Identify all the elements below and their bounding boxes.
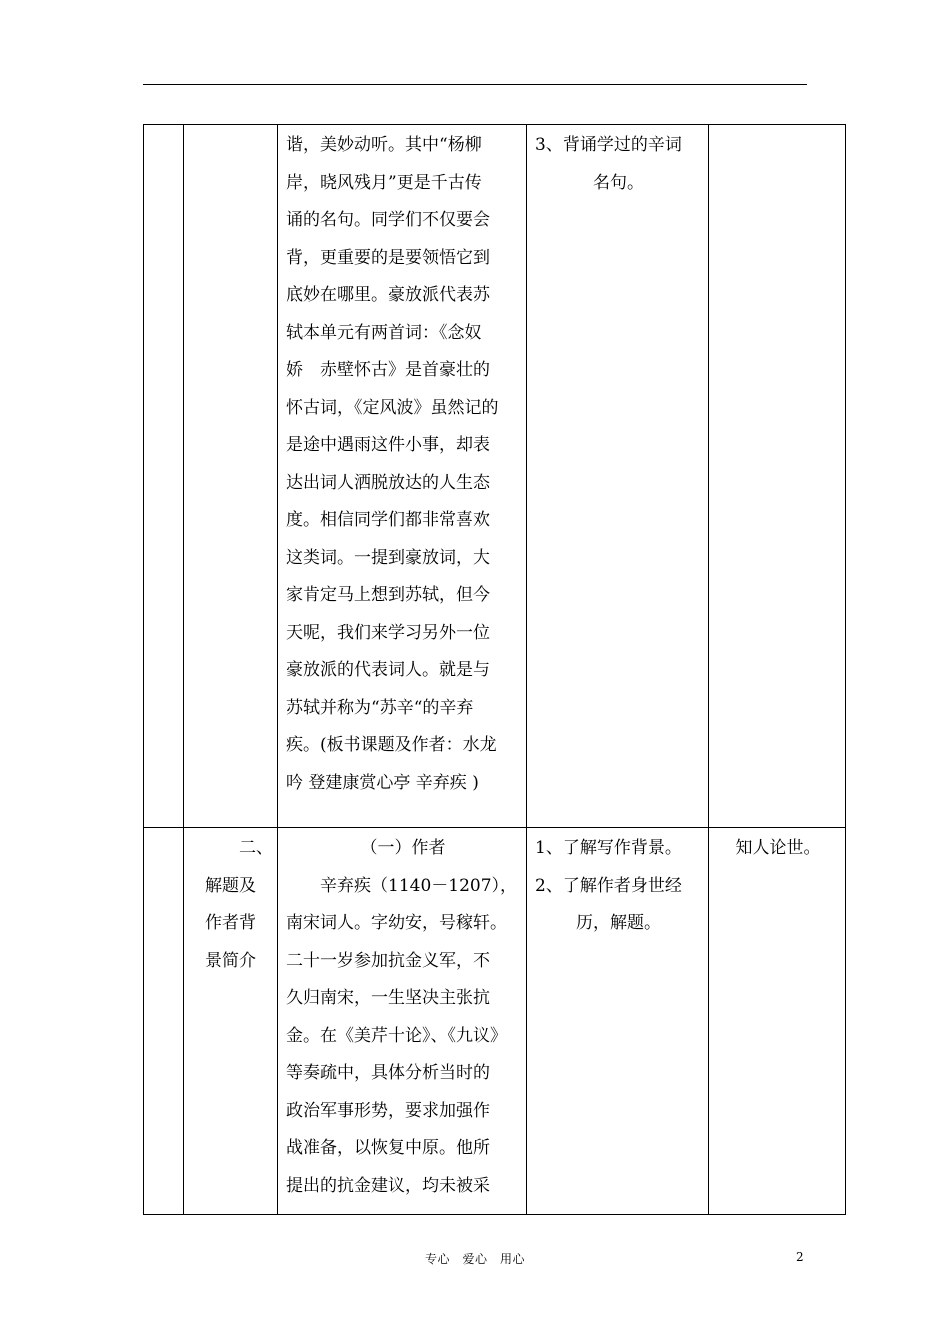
table-row: [144, 828, 846, 1215]
text-line: 是途中遇雨这件小事，却表: [286, 435, 490, 455]
text-line: 等奏疏中，具体分析当时的: [286, 1063, 490, 1083]
spacer-cell: [144, 828, 184, 1215]
step-title-line: 作者背: [205, 913, 256, 933]
text-line: 政治军事形势，要求加强作: [286, 1100, 490, 1121]
note-cell: [709, 125, 846, 828]
goal-line: 3、背诵学过的辛词: [535, 135, 682, 155]
goal-text: [527, 828, 708, 947]
text-line: 轼本单元有两首词：《念奴: [286, 322, 482, 343]
text-line: 辛弃疾（1140－1207），: [320, 875, 518, 896]
text-line: 这类词。一提到豪放词，大: [286, 547, 490, 568]
content-text: [278, 125, 526, 806]
text-line: 底妙在哪里。豪放派代表苏: [286, 285, 490, 305]
text-line: 家肯定马上想到苏轼，但今: [286, 585, 490, 605]
text-line: 度。相信同学们都非常喜欢: [286, 510, 490, 530]
content-heading: （一）作者: [360, 838, 446, 858]
note-cell: [709, 828, 846, 1215]
goal-line: 历，解题。: [576, 913, 661, 933]
text-line: 娇 赤壁怀古》是首豪壮的: [286, 360, 490, 380]
spacer-cell: [144, 125, 184, 828]
header-rule: [143, 84, 807, 85]
step-title-line: 二、: [239, 838, 273, 858]
text-line: 苏轼并称为“苏辛“的辛弃: [286, 697, 474, 718]
content-cell: [278, 828, 527, 1215]
lesson-plan-table: [143, 124, 846, 1215]
text-line: 达出词人洒脱放达的人生态: [286, 472, 490, 493]
goal-cell: [527, 828, 709, 1215]
text-line: 岸，晓风残月”更是千古传: [286, 172, 482, 193]
text-line: 提出的抗金建议，均未被采: [286, 1175, 490, 1196]
step-cell: [184, 828, 278, 1215]
text-line: 诵的名句。同学们不仅要会: [286, 210, 490, 230]
text-line: 谐，美妙动听。其中“杨柳: [286, 135, 482, 155]
goal-line: 名句。: [593, 172, 644, 193]
text-line: 金。在《美芹十论》、《九议》: [286, 1025, 507, 1046]
text-line: 天呢，我们来学习另外一位: [286, 622, 490, 643]
text-line: 吟 登建康赏心亭 辛弃疾 ): [286, 772, 479, 793]
note-text: 知人论世。: [735, 838, 821, 858]
text-line: 豪放派的代表词人。就是与: [286, 660, 490, 680]
text-line: 怀古词，《定风波》虽然记的: [286, 397, 499, 418]
page-number: 2: [796, 1250, 804, 1264]
goal-text: [527, 125, 708, 206]
text-line: 战准备，以恢复中原。他所: [286, 1138, 490, 1158]
goal-line: 1、了解写作背景。: [535, 838, 682, 858]
content-cell: [278, 125, 527, 828]
content-text: [278, 828, 526, 1209]
step-title-line: 景简介: [205, 950, 256, 971]
step-cell: [184, 125, 278, 828]
note-text: [709, 125, 845, 131]
step-title-line: 解题及: [205, 875, 256, 896]
text-line: 久归南宋，一生坚决主张抗: [286, 988, 490, 1008]
goal-line: 2、了解作者身世经: [535, 875, 682, 896]
table-row: [144, 125, 846, 828]
step-title: [184, 828, 277, 980]
footer-motto: 专心 爱心 用心: [424, 1252, 525, 1266]
text-line: 二十一岁参加抗金义军，不: [286, 950, 490, 971]
text-line: 疾。(板书课题及作者：水龙: [286, 735, 497, 755]
text-line: 南宋词人。字幼安，号稼轩。: [286, 913, 507, 933]
goal-cell: [527, 125, 709, 828]
text-line: 背，更重要的是要领悟它到: [286, 247, 490, 268]
